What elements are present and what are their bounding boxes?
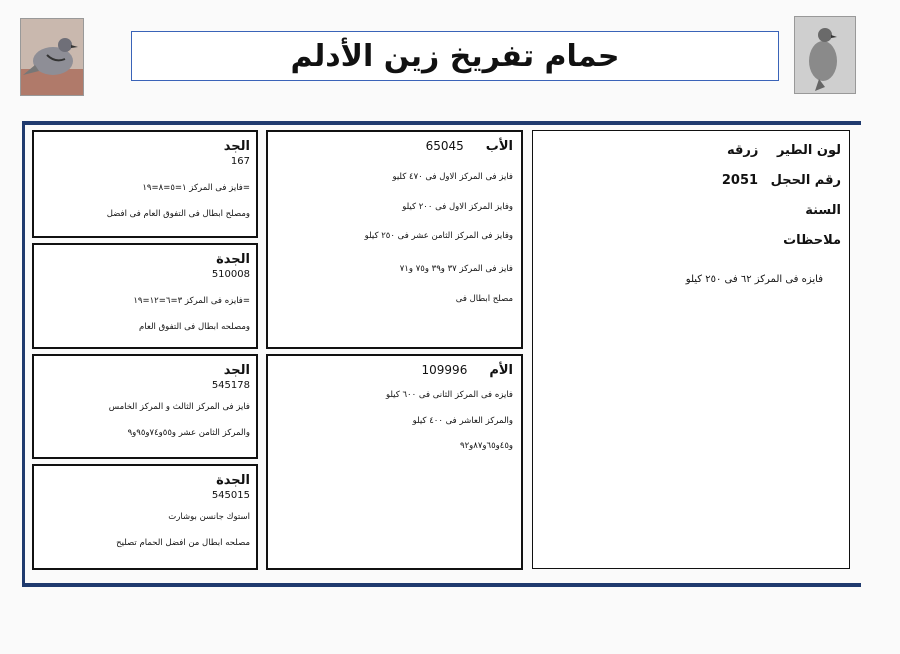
color-label: لون الطير [776, 143, 841, 158]
grandparent-label: الجدة [216, 473, 250, 488]
grandparent-ring: 545178 [211, 380, 250, 391]
father-line: فايز فى المركز الاول فى ٤٧٠ كليو [392, 172, 513, 182]
father-line: فايز فى المركز ٣٧ و٣٩ و٧٥ و٧١ [399, 263, 513, 274]
grandparent-line: ومصلحه ابطال فى التفوق العام [138, 321, 250, 332]
pigeon-photo-right [794, 16, 856, 94]
ring-label: رقم الحجل [770, 173, 841, 188]
grandparent-card-2 [32, 243, 258, 349]
grandparent-label: الجد [223, 363, 250, 378]
grandparent-line: =فايز فى المركز ١=٥=٨=١٩ [142, 183, 250, 193]
ring-value: 2051 [721, 173, 759, 188]
father-card [266, 130, 523, 349]
grandparent-ring: 545015 [211, 490, 250, 501]
father-line: وفايز المركز الاول فى ٢٠٠ كيلو [402, 201, 513, 212]
father-line: وفايز فى المركز الثامن عشر فى ٢٥٠ كيلو [364, 231, 513, 241]
grandparent-line: استوك جانسن بوشارت [168, 512, 250, 522]
grandparent-card-3 [32, 354, 258, 459]
mother-label: الأم [489, 363, 513, 378]
grandparent-card-1 [32, 130, 258, 238]
pigeon-photo-icon [21, 19, 83, 95]
mother-line: والمركز العاشر فى ٤٠٠ كيلو [412, 415, 513, 426]
color-row [727, 143, 841, 158]
grandparent-line: مصلحه ابطال من افضل الحمام تصليح [116, 537, 250, 548]
mother-line: فايزه فى المركز الثانى فى ٦٠٠ كيلو [385, 390, 513, 400]
grandparent-line: ومصلح ابطال فى التفوق العام فى افضل [106, 208, 250, 219]
notes-label: ملاحظات [783, 233, 841, 248]
page-title: حمام تفريخ زين الأدلم [290, 38, 620, 74]
father-line: مصلح ابطال فى [455, 294, 513, 304]
ring-row [722, 173, 841, 188]
grandparent-ring: 510008 [211, 269, 250, 280]
mother-line: و٤٥و٦٥و٨٧و٩٢ [460, 441, 513, 451]
grandparent-card-4 [32, 464, 258, 570]
title-box [131, 31, 779, 81]
father-label: الأب [485, 139, 513, 154]
mother-card [266, 354, 523, 570]
grandparent-ring: 167 [230, 156, 250, 167]
achievement-note: فايزه فى المركز ٦٢ فى ٢٥٠ كيلو [685, 274, 823, 285]
pigeon-photo-left [20, 18, 84, 96]
grandparent-line: =فايزه فى المركز ٣=٦=١٢=١٩ [133, 296, 250, 306]
color-value: زرقه [727, 143, 759, 158]
grandparent-label: الجد [223, 139, 250, 154]
grandparent-line: والمركز الثامن عشر و٥٥و٧٤و٩٥و٩ [127, 427, 250, 438]
grandparent-label: الجدة [216, 252, 250, 267]
bird-info-panel [532, 130, 850, 569]
year-label: السنة [805, 203, 841, 218]
father-ring: 65045 [425, 139, 464, 153]
pigeon-photo-icon [795, 17, 855, 93]
grandparent-line: فايز فى المركز الثالث و المركز الخامس [108, 402, 250, 412]
mother-ring: 109996 [421, 363, 468, 377]
